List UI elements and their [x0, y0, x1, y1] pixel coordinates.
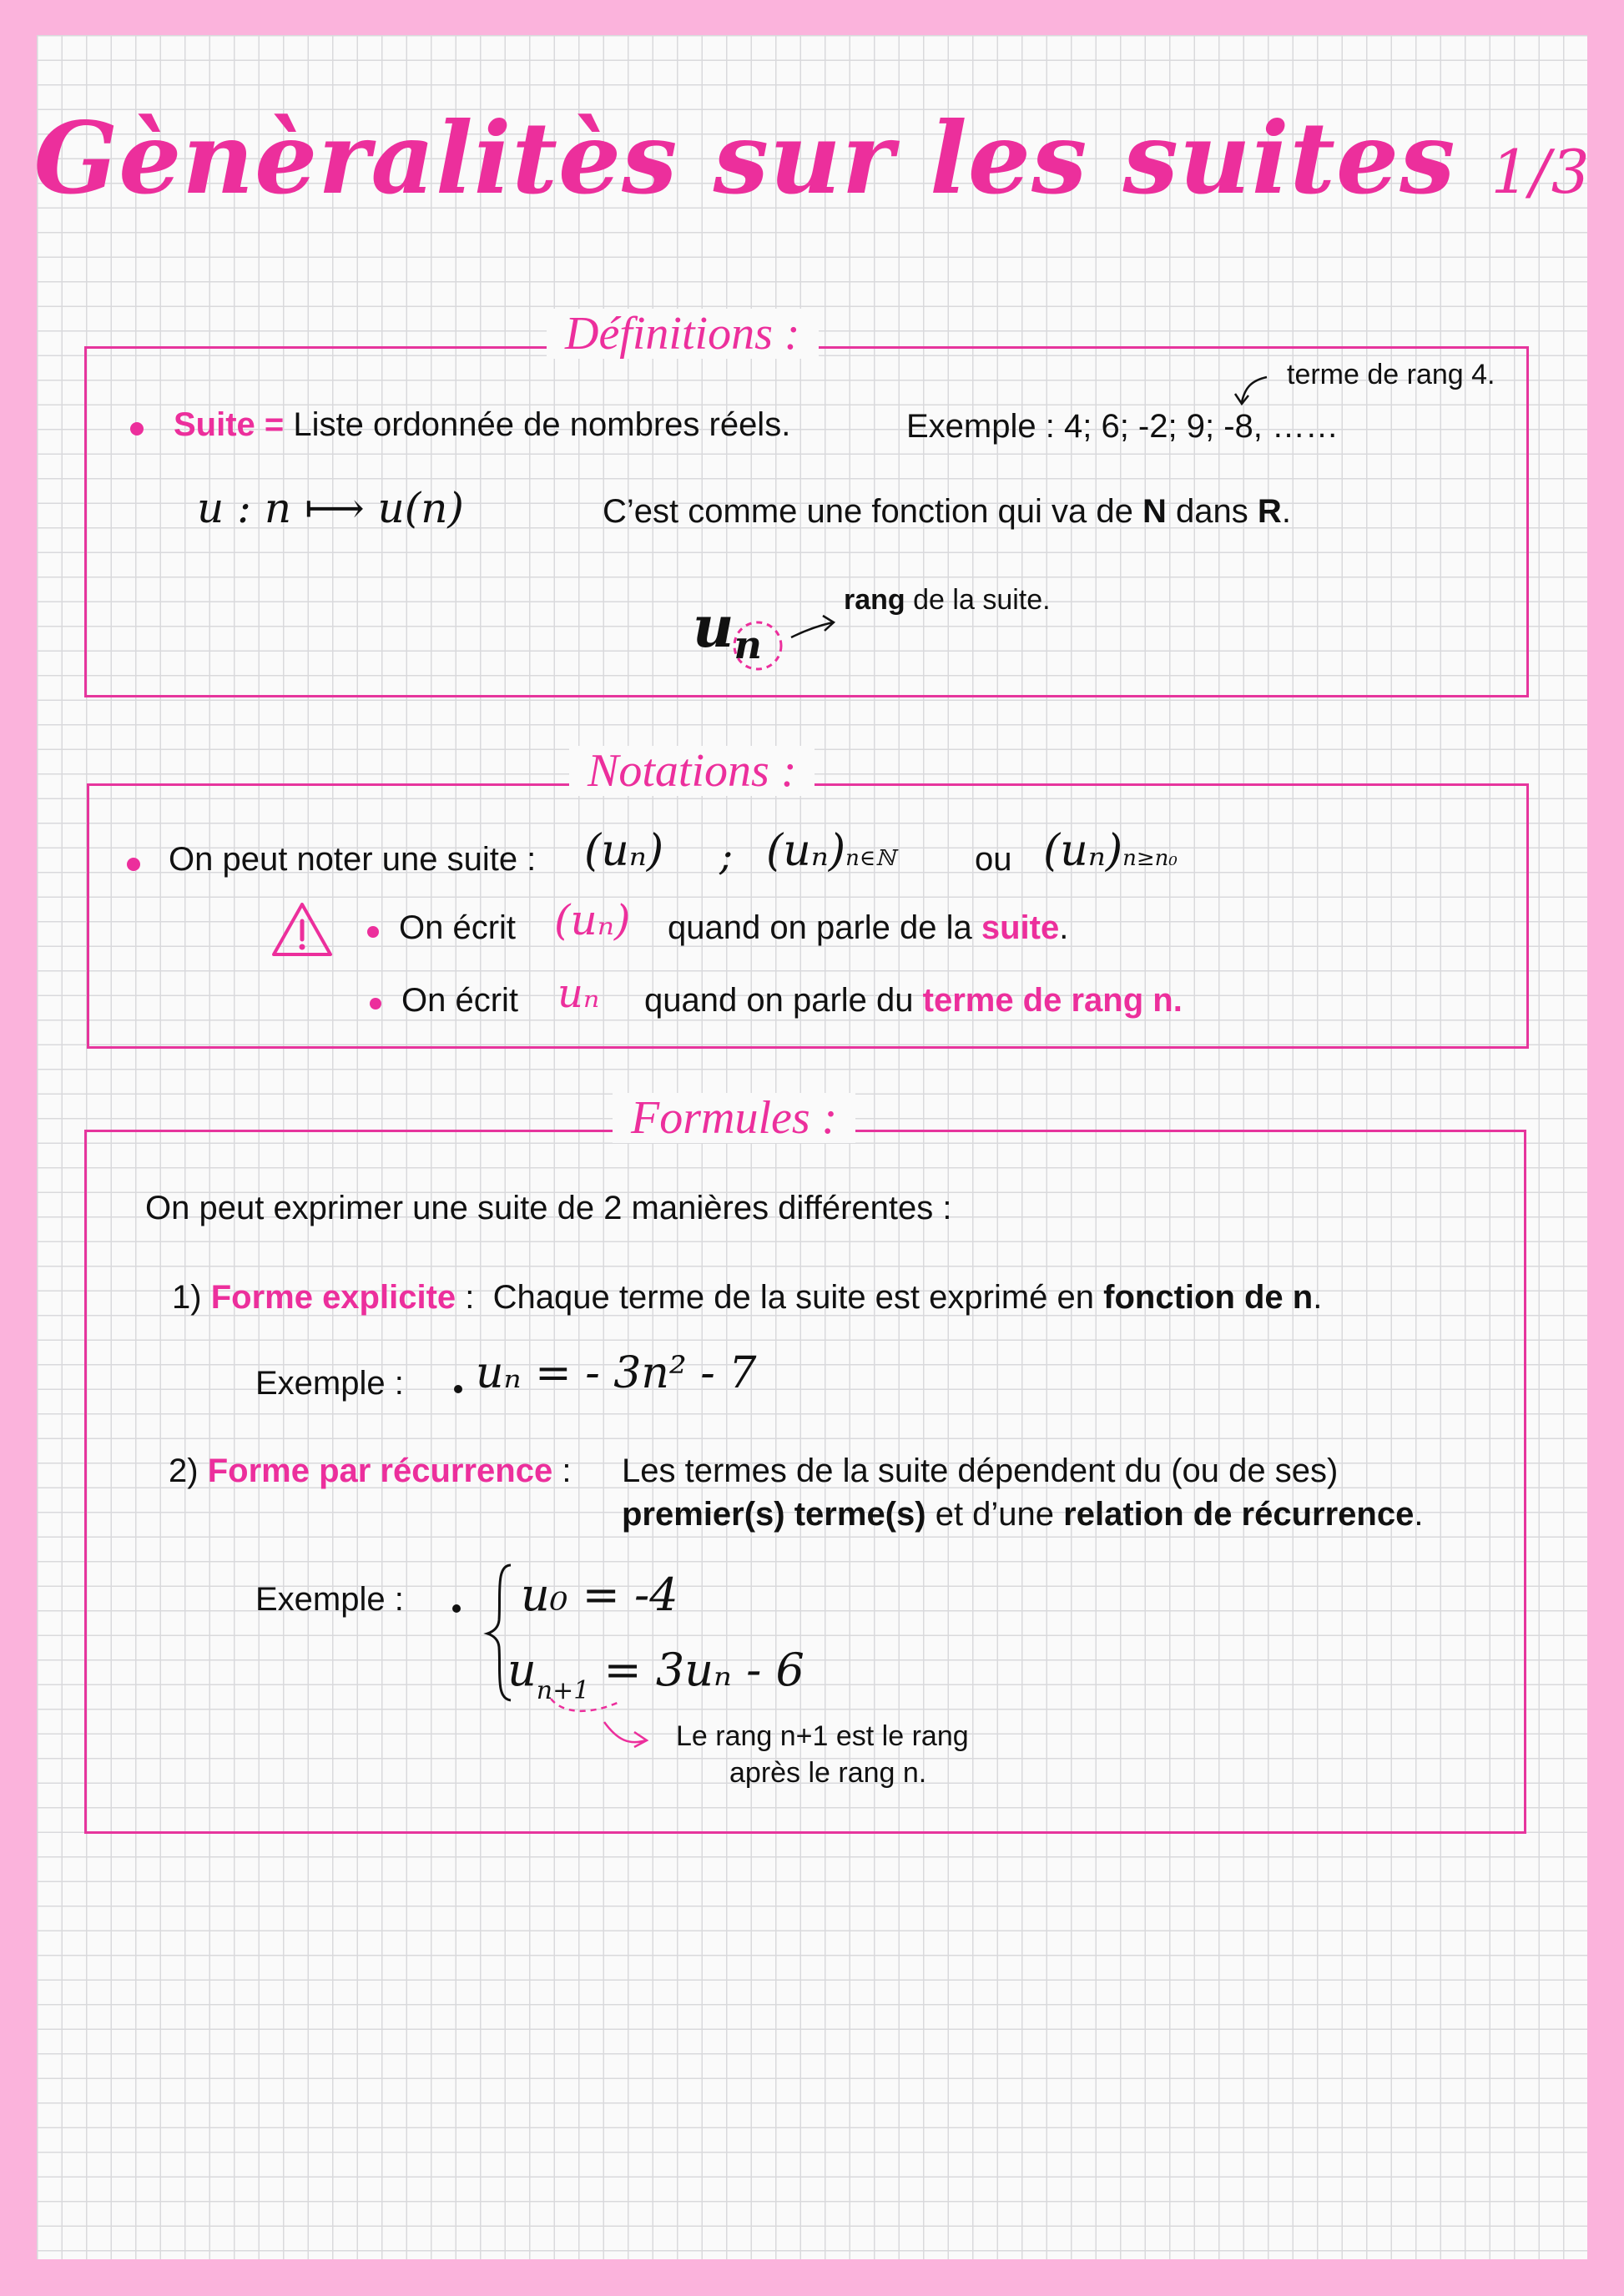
ex2-sub: n+1 [536, 1676, 590, 1705]
line1-end: . [1059, 909, 1069, 946]
example-2-line-2 [507, 1644, 804, 1705]
forme-explicite-line [172, 1279, 1322, 1317]
example-1-formula: uₙ = - 3n² - 7 [476, 1348, 757, 1398]
bullet [367, 926, 379, 938]
f2-bold1: premier(s) terme(s) [622, 1496, 926, 1533]
notation-line-1 [668, 909, 1068, 947]
notation-3 [1043, 826, 1178, 876]
bullet [452, 1604, 461, 1613]
notation-ou: ou [975, 841, 1012, 878]
suite-def: Liste ordonnée de nombres réels. [293, 406, 791, 443]
notations-heading: Notations : [569, 746, 815, 796]
bullet [370, 998, 381, 1010]
suite-definition [174, 406, 790, 444]
notation-3-sub: n≥n₀ [1122, 846, 1178, 871]
example-2-line-1: u₀ = -4 [521, 1568, 678, 1621]
notation-2 [766, 826, 895, 876]
definitions-heading: Définitions : [547, 309, 819, 359]
f2-num: 2) [169, 1453, 199, 1489]
notation-line-2 [644, 982, 1183, 1020]
f1-end: . [1313, 1279, 1323, 1316]
ex2-rest: = 3uₙ - 6 [603, 1644, 804, 1696]
notation-line-2-prefix: On écrit [401, 982, 519, 1019]
ex2-u: u [507, 1644, 537, 1696]
title-page-number: 1/3 [1490, 137, 1591, 207]
f2-description-1: Les termes de la suite dépendent du (ou de ses) [622, 1453, 1339, 1489]
notation-2-sub: n∈ℕ [845, 846, 895, 871]
rank-note-2: après le rang n. [729, 1757, 927, 1789]
f2-text2: et d’une [935, 1496, 1055, 1533]
f2-colon: : [562, 1453, 572, 1489]
notation-separator: ; [719, 833, 734, 879]
set-R: R [1257, 493, 1282, 530]
notation-line-2-symbol: uₙ [557, 970, 600, 1017]
rank-note: terme de rang 4. [1287, 359, 1495, 390]
f1-text: Chaque terme de la suite est exprimé en [492, 1279, 1095, 1316]
forme-recurrence-line [169, 1453, 571, 1490]
title-text: Gènèralitès sur les suites [33, 100, 1456, 216]
suite-term: Suite = [174, 406, 285, 443]
rank-arrow [1227, 374, 1277, 415]
notation-line-1-symbol: (uₙ) [554, 896, 631, 944]
bullet [127, 858, 140, 871]
rang-bold: rang [844, 584, 905, 616]
line2-emph: terme de rang n. [922, 982, 1183, 1019]
function-text-1: C’est comme une fonction qui va de [603, 493, 1133, 530]
f2-end: . [1414, 1496, 1424, 1533]
rang-rest: de la suite. [913, 584, 1051, 616]
un-n: n [734, 622, 762, 667]
un-u: u [693, 594, 734, 661]
notation-3-main: (uₙ) [1043, 826, 1123, 876]
f2-name: Forme par récurrence [207, 1453, 553, 1489]
formules-intro: On peut exprimer une suite de 2 manières différentes : [145, 1190, 952, 1226]
f1-bold: fonction de n [1103, 1279, 1314, 1316]
rang-arrow [788, 612, 838, 646]
set-N: N [1142, 493, 1167, 530]
notation-2-main: (uₙ) [766, 826, 846, 876]
line1-text: quand on parle de la [668, 909, 972, 946]
bullet [454, 1385, 462, 1393]
f2-bold2: relation de récurrence [1063, 1496, 1415, 1533]
formules-heading: Formules : [613, 1093, 855, 1143]
rank-note-1: Le rang n+1 est le rang [676, 1720, 969, 1752]
function-sentence [603, 493, 1291, 531]
function-end: . [1281, 493, 1291, 530]
f1-colon: : [465, 1279, 475, 1316]
page-title [0, 100, 1624, 216]
rang-note [844, 584, 1051, 617]
line2-text: quand on parle du [644, 982, 914, 1019]
notation-line-1-prefix: On écrit [399, 909, 517, 946]
example-label: Exemple : [906, 408, 1055, 445]
f1-num: 1) [172, 1279, 202, 1316]
rank-curve-arrow [546, 1690, 654, 1749]
f1-name: Forme explicite [210, 1279, 456, 1316]
f2-description-2 [622, 1496, 1423, 1533]
notation-intro: On peut noter une suite : [169, 841, 537, 878]
example-1-label: Exemple : [255, 1365, 404, 1402]
example-2-label: Exemple : [255, 1581, 404, 1618]
bullet [130, 422, 144, 436]
line1-emph: suite [981, 909, 1060, 946]
mapping-formula: u : n ⟼ u(n) [197, 484, 464, 532]
warning-icon [269, 899, 335, 961]
function-text-2: dans [1176, 493, 1248, 530]
notation-1: (uₙ) [584, 826, 664, 876]
rank-highlight-circle [731, 619, 784, 672]
example-values: 4; 6; -2; 9; -8, …… [1063, 408, 1339, 445]
